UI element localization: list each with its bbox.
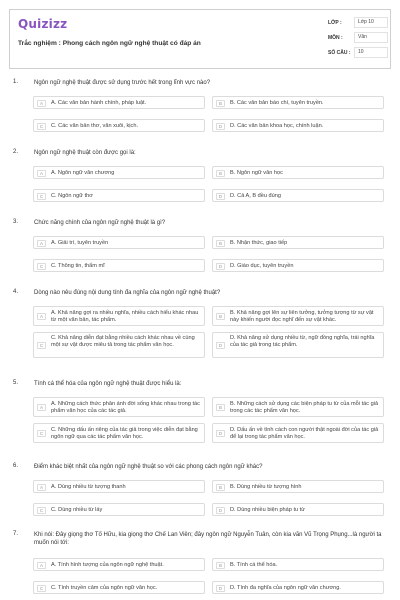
option-c[interactable] [33, 581, 205, 594]
option-text: C. Các văn bản thơ, văn xuôi, kịch. [51, 123, 138, 129]
meta-value: Văn [354, 32, 388, 43]
option-letter: C [37, 123, 46, 130]
option-c[interactable] [33, 189, 205, 202]
option-text: D. Khả năng sử dụng nhiều từ, ngữ đồng nghĩa, trái nghĩa của tác giả trong tác phẩm. [230, 335, 375, 348]
question-text: Khi nói: Đây giọng thơ Tố Hữu, kia giọng thơ Chế Lan Viên; đây ngôn ngữ Nguyễn Tuân, còn kia văn Vũ Trọng Phụng...là người ta muốn nói tới: [34, 532, 382, 546]
option-a[interactable] [33, 558, 205, 571]
option-b[interactable] [212, 166, 384, 179]
question-number: 4. [13, 289, 19, 295]
worksheet-header [9, 9, 391, 69]
option-d[interactable] [212, 189, 384, 202]
question-text: Tính cá thể hóa của ngôn ngữ nghệ thuật được hiểu là: [34, 381, 182, 387]
option-a[interactable] [33, 480, 205, 493]
option-b[interactable] [212, 306, 384, 326]
option-d[interactable] [212, 332, 384, 358]
question-number: 7. [13, 531, 19, 537]
option-text: B. Nhận thức, giao tiếp [230, 240, 288, 246]
option-letter: B [216, 404, 225, 411]
option-c[interactable] [33, 332, 205, 358]
option-letter: B [216, 484, 225, 491]
question-text: Chức năng chính của ngôn ngữ nghệ thuật là gì? [34, 220, 166, 226]
option-letter: B [216, 170, 225, 177]
option-text: A. Các văn bản hành chính, pháp luật. [51, 100, 147, 106]
option-letter: B [216, 313, 225, 320]
option-b[interactable] [212, 397, 384, 417]
option-d[interactable] [212, 259, 384, 272]
option-letter: D [216, 263, 225, 270]
question-text: Dòng nào nêu đúng nội dung tính đa nghĩa của ngôn ngữ nghệ thuật? [34, 290, 221, 296]
option-text: C. Những dấu ấn riêng của tác giả trong việc diễn đạt bằng ngôn ngữ qua các tác phẩm văn học. [51, 427, 198, 440]
option-text: B. Khả năng gợi lên sự liên tưởng, tưởng tượng từ sự vật này khiến người đọc nghĩ đến sự vật khác. [230, 310, 374, 323]
question-text: Ngôn ngữ nghệ thuật được sử dụng trước hết trong lĩnh vực nào? [34, 80, 211, 86]
option-letter: B [216, 100, 225, 107]
option-text: D. Giáo dục, tuyên truyền [230, 263, 294, 269]
option-a[interactable] [33, 306, 205, 326]
option-d[interactable] [212, 423, 384, 443]
option-a[interactable] [33, 96, 205, 109]
option-text: C. Tính truyền cảm của ngôn ngữ văn học. [51, 585, 158, 591]
option-letter: C [37, 193, 46, 200]
option-c[interactable] [33, 503, 205, 516]
option-letter: D [216, 585, 225, 592]
quiz-meta [328, 16, 388, 61]
question-number: 6. [13, 463, 19, 469]
option-text: D. Các văn bản khoa học, chính luận. [230, 123, 324, 129]
option-c[interactable] [33, 119, 205, 132]
meta-grade [328, 16, 388, 31]
option-text: C. Ngôn ngữ thơ [51, 193, 93, 199]
option-c[interactable] [33, 259, 205, 272]
question-number: 2. [13, 149, 19, 155]
option-letter: B [216, 240, 225, 247]
option-d[interactable] [212, 503, 384, 516]
meta-label: MÔN : [328, 35, 343, 41]
option-letter: C [37, 507, 46, 514]
option-text: B. Tính cá thể hóa. [230, 562, 278, 568]
question-number: 1. [13, 79, 19, 85]
option-d[interactable] [212, 119, 384, 132]
option-text: D. Cả A, B đều đúng [230, 193, 281, 199]
option-a[interactable] [33, 166, 205, 179]
option-letter: B [216, 562, 225, 569]
option-c[interactable] [33, 423, 205, 443]
option-text: C. Dùng nhiều từ láy [51, 507, 103, 513]
option-a[interactable] [33, 236, 205, 249]
option-letter: C [37, 263, 46, 270]
meta-label: LỚP : [328, 20, 342, 26]
option-letter: A [37, 313, 46, 320]
option-letter: D [216, 430, 225, 437]
option-text: B. Ngôn ngữ văn học [230, 170, 283, 176]
option-text: D. Tính đa nghĩa của ngôn ngữ văn chương. [230, 585, 341, 591]
meta-value: 10 [354, 47, 388, 58]
option-b[interactable] [212, 558, 384, 571]
option-text: B. Những cách sử dụng các biện pháp tu từ của mỗi tác giả trong các tác phẩm văn học. [230, 401, 379, 414]
option-letter: A [37, 562, 46, 569]
option-letter: D [216, 507, 225, 514]
option-a[interactable] [33, 397, 205, 417]
option-text: D. Dấu ấn về tình cách con người thật ngoài đời của tác giả để lại trong tác phẩm văn học. [230, 427, 379, 440]
option-text: B. Dùng nhiều từ tượng hình [230, 484, 302, 490]
option-text: A. Những cách thức phân ánh đời sống khác nhau trong tác phẩm văn học của các tác giả. [51, 401, 200, 414]
option-letter: A [37, 170, 46, 177]
option-letter: A [37, 100, 46, 107]
quizizz-logo: Quizizz [18, 17, 68, 31]
option-text: A. Giải trí, tuyên truyền [51, 240, 109, 246]
option-b[interactable] [212, 480, 384, 493]
option-letter: C [37, 342, 46, 349]
option-letter: A [37, 240, 46, 247]
question-text: Điểm khác biệt nhất của ngôn ngữ nghệ thuật so với các phong cách ngôn ngữ khác? [34, 464, 263, 470]
option-letter: C [37, 430, 46, 437]
question-text: Ngôn ngữ nghệ thuật còn được gọi là: [34, 150, 136, 156]
option-b[interactable] [212, 96, 384, 109]
option-letter: D [216, 193, 225, 200]
option-text: A. Tính hình tượng của ngôn ngữ nghệ thuật. [51, 562, 164, 568]
quiz-title: Trắc nghiệm : Phong cách ngôn ngữ nghệ thuật có đáp án [18, 40, 201, 47]
option-letter: A [37, 404, 46, 411]
meta-subject [328, 31, 388, 46]
option-text: D. Dùng nhiều biện pháp tu từ [230, 507, 305, 513]
option-letter: D [216, 342, 225, 349]
meta-label: SỐ CÂU : [328, 50, 351, 56]
option-letter: C [37, 585, 46, 592]
option-text: A. Ngôn ngữ văn chương [51, 170, 115, 176]
option-b[interactable] [212, 236, 384, 249]
option-d[interactable] [212, 581, 384, 594]
option-text: C. Khả năng diễn đạt bằng nhiều cách khác nhau về cùng một sự vật được miêu tả trong tác phẩm văn học. [51, 335, 195, 348]
option-text: B. Các văn bản báo chí, tuyên truyền. [230, 100, 324, 106]
option-letter: D [216, 123, 225, 130]
question-number: 3. [13, 219, 19, 225]
meta-value: Lớp 10 [354, 17, 388, 28]
option-text: A. Khả năng gợi ra nhiều nghĩa, nhiều cách hiểu khác nhau từ một văn bản, tác phẩm. [51, 310, 199, 323]
question-number: 5. [13, 380, 19, 386]
option-letter: A [37, 484, 46, 491]
meta-question-count [328, 46, 388, 61]
option-text: A. Dùng nhiều từ tượng thanh [51, 484, 126, 490]
option-text: C. Thông tin, thẩm mĩ [51, 263, 105, 269]
